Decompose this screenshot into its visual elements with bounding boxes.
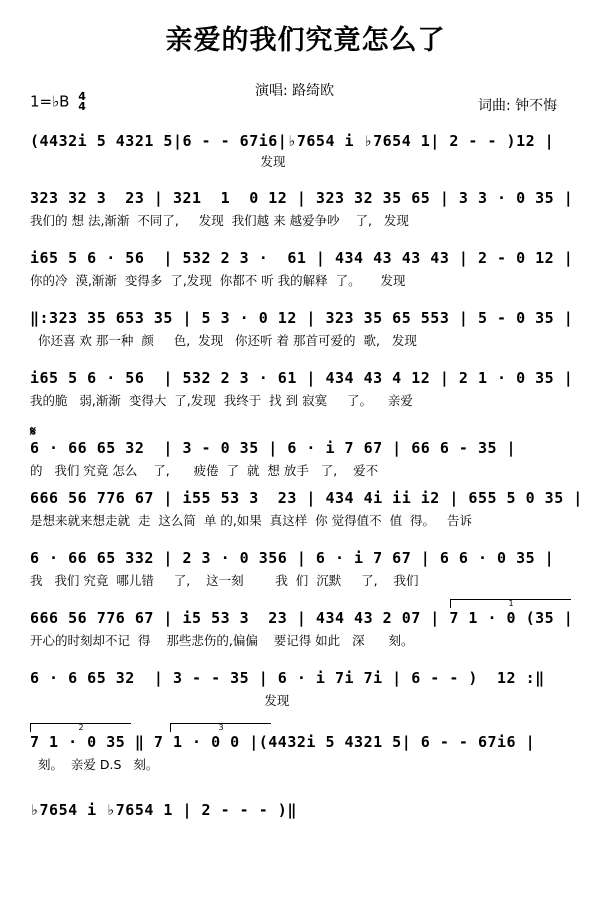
composer-credit: 词曲: 钟不悔 [478, 98, 558, 114]
lyrics-line-9 [30, 633, 585, 667]
notes: 323 32 3 23 | 321 1 0 12 | 323 32 35 65 | 3 3 · 0 35 | [30, 189, 574, 207]
lyrics: 我 我们 究竟 哪儿错 了, 这一刻 我 们 沉默 了, 我们 [30, 573, 419, 588]
lyrics: 我的脆 弱,渐渐 变得大 了,发现 我终于 找 到 寂寞 了。 亲爱 [30, 393, 413, 408]
lyrics-line-11 [30, 757, 585, 791]
volta-bracket-2: 2 [30, 723, 131, 732]
score-line-6 [30, 424, 585, 460]
singer-credit: 演唱: 路绮欧 [255, 83, 335, 99]
segno-icon: 𝄋 [30, 424, 37, 440]
time-bottom: 4 [78, 100, 86, 113]
lyrics: 的 我们 究竟 怎么 了, 疲倦 了 就 想 放手 了, 爱不 [30, 463, 379, 478]
notes: 6 · 6 65 32 | 3 - - 35 | 6 · i 7i 7i | 6 - - ) 12 :‖ [30, 669, 545, 687]
lyrics: 发现 [30, 154, 286, 169]
notes: 6 · 66 65 332 | 2 3 · 0 356 | 6 · i 7 67 | 6 6 · 0 35 | [30, 549, 555, 567]
lyrics-line-5 [30, 393, 585, 427]
notes: 7 1 · 0 35 ‖ 7 1 · 0 0 |(4432i 5 4321 5| 6 - - 67i6 | [30, 733, 536, 751]
volta-bracket-3: 3 [170, 723, 271, 732]
notes: i65 5 6 · 56 | 532 2 3 · 61 | 434 43 43 43 | 2 - 0 12 | [30, 249, 574, 267]
lyrics: 刻。 亲爱 D.S 刻。 [30, 757, 159, 772]
lyrics: 是想来就来想走就 走 这么简 单 的,如果 真这样 你 觉得值不 值 得。 告诉 [30, 513, 472, 528]
notes: (4432i 5 4321 5|6 - - 67i6|♭7654 i ♭7654 1| 2 - - )12 | [30, 132, 555, 150]
notes: 666 56 776 67 | i55 53 3 23 | 434 4i ii i2 | 655 5 0 35 | [30, 489, 583, 507]
notes: ‖:323 35 653 35 | 5 3 · 0 12 | 323 35 65 553 | 5 - 0 35 | [30, 309, 574, 327]
lyrics: 开心的时刻却不记 得 那些悲伤的,偏偏 要记得 如此 深 刻。 [30, 633, 414, 648]
volta-bracket-1: 1 [450, 599, 571, 608]
notes: ♭7654 i ♭7654 1 | 2 - - - )‖ [30, 801, 297, 819]
lyrics-line-2 [30, 213, 585, 247]
lyrics: 你的冷 漠,渐渐 变得多 了,发现 你都不 听 我的解释 了。 发现 [30, 273, 406, 288]
song-title: 亲爱的我们究竟怎么了 [165, 25, 446, 56]
lyrics: 你还喜 欢 那一种 颜 色, 发现 你还听 着 那首可爱的 歌, 发现 [30, 333, 417, 348]
lyrics-line-7 [30, 513, 585, 547]
lyrics: 发现 [30, 693, 290, 708]
lyrics: 我们的 想 法,渐渐 不同了, 发现 我们越 来 越爱争吵 了, 发现 [30, 213, 409, 228]
time-top: 4 [78, 90, 86, 103]
key-label: 1=♭B [30, 92, 70, 111]
score [30, 130, 585, 832]
lyrics-line-6 [30, 460, 585, 487]
notes: i65 5 6 · 56 | 532 2 3 · 61 | 434 43 4 12 | 2 1 · 0 35 | [30, 369, 574, 387]
score-line-12 [30, 799, 585, 832]
lyrics-line-3 [30, 273, 585, 307]
lyrics-line-1 [30, 154, 585, 173]
notes: 6 · 66 65 32 | 3 - 0 35 | 6 · i 7 67 | 66 6 - 35 | [30, 439, 517, 457]
time-signature [78, 92, 86, 112]
notes: 666 56 776 67 | i5 53 3 23 | 434 43 2 07 | 7 1 · 0 (35 | [30, 609, 574, 627]
key-signature [30, 92, 86, 112]
lyrics-line-4 [30, 333, 585, 367]
